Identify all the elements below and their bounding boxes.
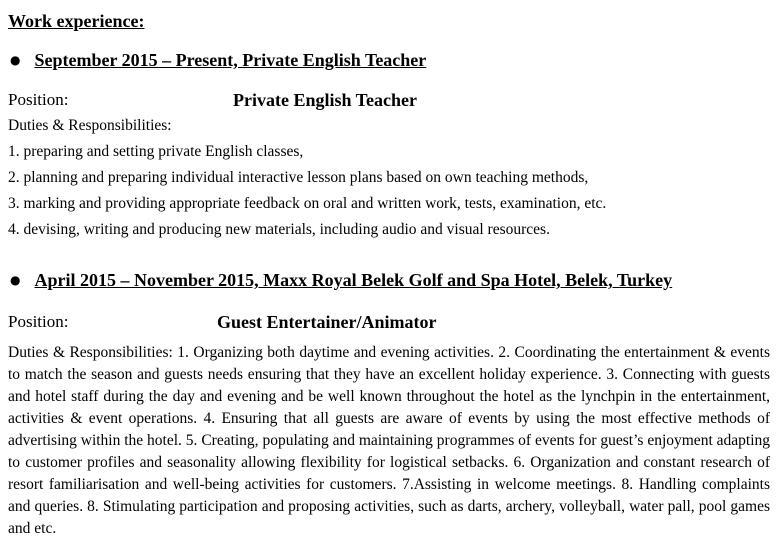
duty-item: 4. devising, writing and producing new materials, including audio and visual resources. <box>8 221 550 238</box>
job-1-position-value: Private English Teacher <box>233 90 417 110</box>
job-2-heading: April 2015 – November 2015, Maxx Royal Belek Golf and Spa Hotel, Belek, Turkey <box>34 270 673 290</box>
job-1-position-row <box>8 89 770 111</box>
job-2-position-row <box>8 311 770 333</box>
section-title: Work experience: <box>8 11 145 31</box>
duty-item: 2. planning and preparing individual interactive lesson plans based on own teaching methods, <box>8 169 589 186</box>
job-2-duties-paragraph: Duties & Responsibilities: 1. Organizing both daytime and evening activities. 2. Coordinating the entertainment & events to match the season and guests needs ensuring that they have an excellent holiday experience. 3. Connecting with guests and hotel staff during the day and evening and be well known throughout the hotel as the lynchpin in the entertainment, activities & event operations. 4. Ensuring that all guests are aware of events by using the most effective methods of advertising within the hotel. 5. Creating, populating and maintaining programmes of events for guest’s enjoyment adapting to customer profiles and seasonality allowing flexibility for logistical setbacks. 6. Organization and constant research of resort familiarisation and well-being activities for customers. 7.Assisting in welcome meetings. 8. Handling complaints and queries. 8. Stimulating participation and proposing activities, such as darts, archery, volleyball, water pall, pool games and etc. <box>8 344 770 537</box>
job-1-duties-list <box>8 139 770 243</box>
job-1-duties-label: Duties & Responsibilities: <box>8 117 172 134</box>
job-1-heading-row <box>8 48 770 72</box>
duty-item: 1. preparing and setting private English classes, <box>8 143 304 160</box>
job-2-heading-row <box>8 268 770 292</box>
bullet-icon: ● <box>10 273 21 287</box>
bullet-icon: ● <box>10 53 21 67</box>
job-1-heading: September 2015 – Present, Private English Teacher <box>34 50 427 70</box>
job-2-position-value: Guest Entertainer/Animator <box>217 312 437 332</box>
job-1-position-label: Position: <box>8 90 69 109</box>
duty-item: 3. marking and providing appropriate feedback on oral and written work, tests, examination, etc. <box>8 195 607 212</box>
job-2-position-label: Position: <box>8 312 69 331</box>
